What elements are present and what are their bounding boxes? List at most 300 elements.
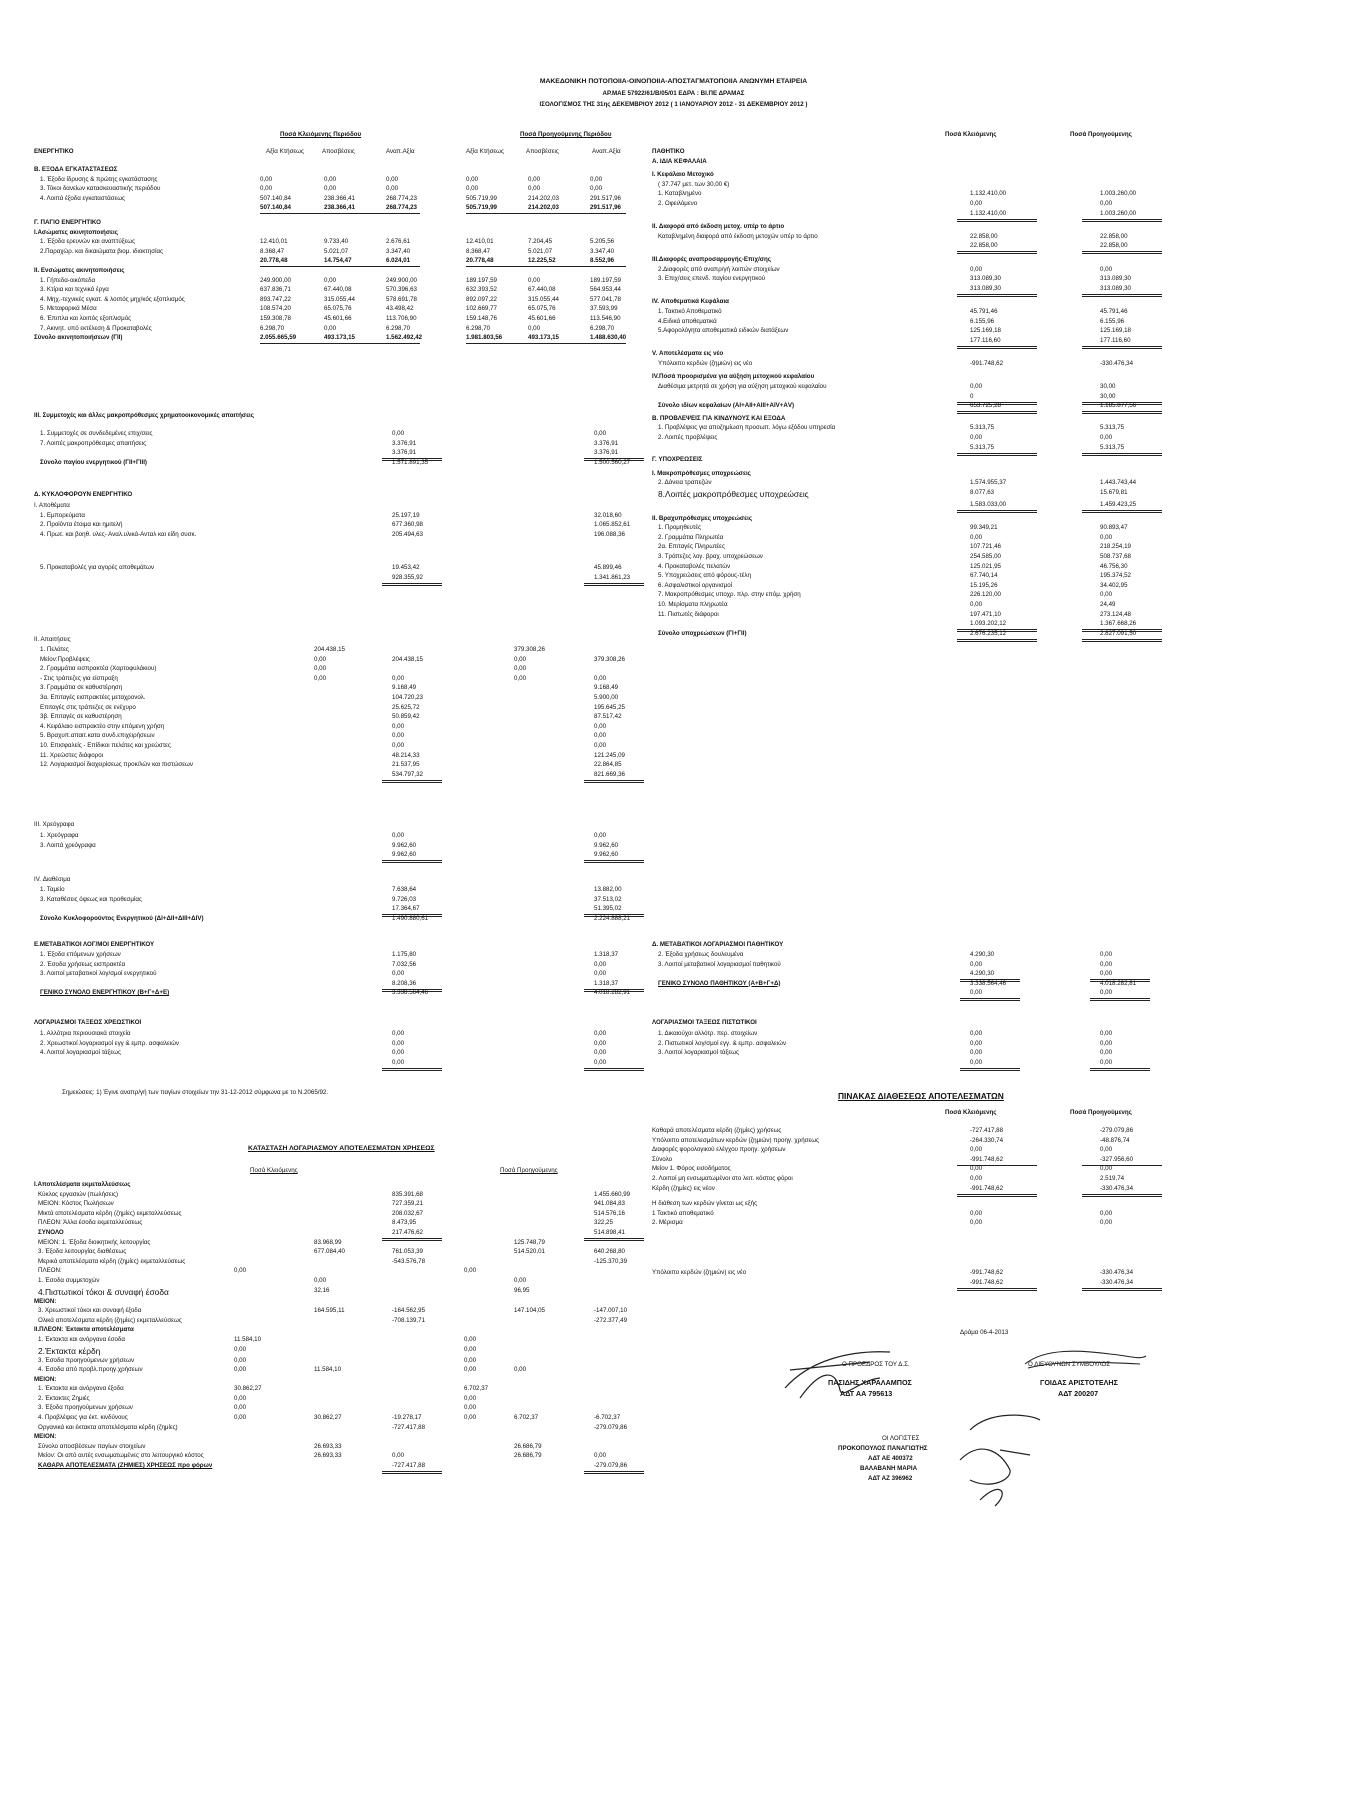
liability-row: [652, 299, 1142, 309]
row-value-b: 204.438,15: [392, 655, 423, 663]
row-label: ΓΕΝΙΚΟ ΣΥΝΟΛΟ ΕΝΕΡΓΗΤΙΚΟΥ (Β+Γ+Δ+Ε): [40, 989, 170, 997]
table-row: [652, 1060, 1142, 1070]
row-label: 3. Επιχ/σεις επενδ. παγίου ενεργητικού: [658, 275, 766, 283]
income-table: [34, 1182, 724, 1473]
row-value-prev: -330.476,34: [1100, 1278, 1134, 1286]
row-label: Β. ΠΡΟΒΛΕΨΕΙΣ ΓΙΑ ΚΙΝΔΥΝΟΥΣ ΚΑΙ ΕΞΟΔΑ: [652, 414, 786, 422]
liability-row: [652, 384, 1142, 394]
accountant2-id: ΑΔΤ ΑΖ 396962: [868, 1475, 913, 1482]
row-value: -727.417,88: [970, 1127, 1004, 1134]
row-label: 5.Αφορολόγητα αποθεματικά ειδικών διατάξεων: [658, 327, 789, 335]
row-value: 0,00: [464, 1404, 477, 1412]
rule-line: [957, 294, 1037, 297]
row-value-prev: 1.065.852,61: [594, 521, 631, 529]
accountant1-name: ΠΡΟΚΟΠΟΥΛΟΣ ΠΑΝΑΓΙΩΤΗΣ: [838, 1445, 928, 1452]
row-value: -147.007,10: [594, 1307, 628, 1315]
row-value: 1.574.955,37: [970, 479, 1007, 487]
row-value-prev: 6.155,96: [1100, 317, 1125, 325]
transitory-assets-title: Ε.ΜΕΤΑΒΑΤΙΚΟΙ ΛΟΓ/ΜΟΙ ΕΝΕΡΓΗΤΙΚΟΥ: [34, 941, 155, 948]
row-label: 1. Ταμείο: [40, 886, 65, 893]
row-value: 0,00: [464, 1414, 477, 1422]
row-value-prev: 30,00: [1100, 392, 1116, 400]
row-value: 315.055,44: [528, 295, 559, 303]
row-value-prev: 1.318,37: [594, 951, 619, 958]
row-value-prev: 2.224.888,21: [594, 914, 631, 922]
director-signature: [1020, 1346, 1150, 1376]
row-value: 4.290,30: [970, 951, 995, 958]
row-value: 3.347,40: [590, 247, 615, 255]
row-value: 0,00: [464, 1267, 477, 1275]
row-label: ΜΕΙΟΝ: Κόστος Πωλήσεων: [38, 1200, 114, 1208]
appropriation-row: [652, 1201, 1142, 1211]
company-name: ΜΑΚΕΔΟΝΙΚΗ ΠΟΤΟΠΟΙΙΑ-ΟΙΝΟΠΟΙΙΑ-ΑΠΟΣΤΑΓΜΑΤΟΠΟΙΙΑ ΑΝΩΝΥΜΗ ΕΤΑΙΡΕΙΑ: [539, 78, 808, 85]
row-value-prev: 90.893,47: [1100, 524, 1128, 532]
rule-line: [584, 583, 644, 586]
income-row: [34, 1347, 724, 1358]
president-signature: [780, 1340, 900, 1410]
row-value: 147.104,05: [514, 1307, 545, 1315]
income-row: [34, 1259, 724, 1269]
receivable-row: [34, 772, 724, 782]
row-value-prev: 0,00: [1100, 1165, 1113, 1173]
row-value: -19.278,17: [392, 1414, 422, 1422]
row-label: Υπόλοιπο αποτελεσμάτων κερδών (ζημιών) προηγ. χρήσεως: [652, 1136, 820, 1144]
row-label: 5. Υποχρεώσεις από φόρους-τέλη: [658, 572, 751, 580]
row-value: 1.093.202,12: [970, 620, 1007, 628]
row-label: ΜΕΙΟΝ: 1. Έξοδα διοικητικής λειτουργίας: [38, 1238, 151, 1246]
row-value: -991.748,62: [970, 1268, 1004, 1276]
row-label: Σύνολο αποσβέσεων παγίων στοιχείων: [38, 1442, 146, 1450]
liability-row: [652, 471, 1142, 481]
row-value: -125.370,39: [594, 1257, 628, 1265]
rule-line: [1082, 251, 1162, 254]
liability-row: [652, 403, 1142, 413]
row-value: 12.225,52: [528, 257, 556, 265]
rule-line: [960, 1068, 1020, 1071]
appropriation-title: ΠΙΝΑΚΑΣ ΔΙΑΘΕΣΕΩΣ ΑΠΟΤΕΛΕΣΜΑΤΩΝ: [838, 1091, 1004, 1101]
row-label: Μερικά αποτελέσματα κέρδη (ζημίες) εκμεταλλεύσεως: [38, 1257, 186, 1265]
liability-row: [652, 159, 1142, 169]
row-value-prev: 46.756,30: [1100, 562, 1128, 570]
row-value-b: 0,00: [392, 722, 405, 730]
row-value-prev: 0,00: [594, 970, 607, 978]
table-row: [34, 952, 724, 962]
row-value-prev: -327.956,60: [1100, 1155, 1134, 1163]
liability-row: [652, 201, 1142, 211]
row-label: 2. Έσοδα χρήσεως εισπρακτέα: [40, 960, 126, 968]
row-value-prev: 0,00: [1100, 960, 1113, 968]
row-value: 26.686,79: [514, 1452, 542, 1460]
asset-row: [34, 258, 724, 268]
income-row: [34, 1386, 724, 1396]
row-value: 8.368,47: [466, 247, 491, 255]
row-label: 4.Ειδικά αποθεματικά: [658, 317, 717, 325]
table-row: [34, 441, 724, 451]
row-label: 3α. Επιταγές εισπρακτέες μεταχρονολ.: [40, 693, 146, 701]
row-value-prev: 508.737,68: [1100, 552, 1131, 560]
row-value: 30.862,27: [234, 1385, 262, 1393]
row-value: 125.021,95: [970, 562, 1001, 570]
row-label: ΣΥΝΟΛΟ: [38, 1228, 64, 1236]
row-value-prev-b: 22.864,85: [594, 761, 622, 769]
row-label: 4. Προβλέψεις για έκτ. κινδύνους: [38, 1414, 128, 1422]
row-value: 65.075,76: [324, 305, 352, 313]
row-label: 1. Γήπεδα-οικόπεδα: [40, 276, 96, 284]
table-row: [34, 1050, 724, 1060]
row-value: 0,00: [970, 199, 983, 207]
row-value: 677.360,98: [392, 521, 423, 529]
participations-table: [34, 431, 724, 469]
row-label: Γ. ΠΑΓΙΟ ΕΝΕΡΓΗΤΙΚΟ: [34, 218, 101, 226]
row-value: 0,00: [528, 276, 541, 284]
row-value: 1.488.630,40: [590, 334, 627, 342]
row-value: 19.453,42: [392, 564, 420, 572]
row-value: 7.638,64: [392, 886, 417, 893]
table-row: [34, 843, 724, 853]
row-label: Κέρδη (ζημίες) εις νέον: [652, 1184, 715, 1192]
accountant-signature: [940, 1410, 1050, 1510]
row-value: 268.774,23: [386, 204, 417, 212]
row-value: 26.686,79: [514, 1442, 542, 1450]
row-label: II. Διαφορά από έκδοση μετοχ. υπέρ το άρτιο: [652, 223, 785, 231]
liability-row: [652, 338, 1142, 348]
row-value: 0,00: [386, 175, 399, 183]
row-value-prev: -48.876,74: [1100, 1136, 1130, 1144]
row-value: 322,25: [594, 1219, 613, 1227]
row-value: 1.562.492,42: [386, 334, 423, 342]
row-label: 4. Λοιπά έξοδα εγκαταστάσεως: [40, 194, 126, 202]
row-value-prev: 1.443.743,44: [1100, 479, 1137, 487]
row-value: 291.517,96: [590, 204, 621, 212]
row-value-prev: 0,00: [1100, 199, 1113, 207]
row-value: 214.202,03: [528, 194, 559, 202]
memo-credit-table: [652, 1031, 1142, 1069]
row-label: 3. Έξοδα προηγούμενων χρήσεων: [38, 1404, 133, 1412]
row-value-prev: 0,00: [1100, 1219, 1113, 1227]
assets-col-current: Ποσά Κλειόμενης Περιόδου: [280, 131, 362, 138]
rule-line: [1090, 998, 1150, 1001]
row-label: Καθαρά αποτελέσματα κέρδη (ζημίες) χρήσεως: [652, 1127, 782, 1134]
row-value-prev: 195.374,52: [1100, 572, 1131, 580]
rule-line: [957, 639, 1037, 642]
row-label: 1. Συμμετοχές σε συνδεδεμένες επιχ/σεις: [40, 430, 153, 437]
row-label: 3. Έξοδα λειτουργίας διαθέσεως: [38, 1248, 127, 1256]
income-row: [34, 1425, 724, 1435]
transitory-liabilities-table: [652, 952, 1142, 1000]
memo-debit-table: [34, 1031, 724, 1069]
row-label: ΜΕΙΟΝ:: [34, 1297, 57, 1305]
row-label: Οργανικά και έκτακτα αποτελέσματα κέρδη (ζημίες): [38, 1423, 178, 1431]
securities-table: [34, 833, 724, 862]
liability-row: [652, 309, 1142, 319]
row-label: Μείον: Οι από αυτές ενσωματωμένες στο λειτουργικό κόστος: [38, 1452, 204, 1460]
row-value-prev: 0,00: [594, 832, 607, 839]
income-row: [34, 1268, 724, 1278]
inventory-row: [34, 532, 724, 542]
row-label: ΜΕΙΟΝ:: [34, 1433, 57, 1441]
rule-line: [957, 251, 1037, 254]
rule-line: [466, 343, 626, 344]
row-value-prev: 1.003.260,00: [1100, 190, 1137, 198]
row-label: 3β. Επιταγές σε καθυστέρηση: [40, 713, 122, 721]
row-value: 26.693,33: [314, 1442, 342, 1450]
row-value: 0,00: [466, 175, 479, 183]
inventory-row: [34, 575, 724, 585]
row-value-prev: 0,00: [1100, 591, 1113, 599]
liability-row: [652, 602, 1142, 612]
row-label: 1. Τακτικό Αποθεματικό: [658, 307, 722, 315]
row-label: 1. Έσοδα συμμετοχών: [38, 1276, 100, 1284]
receivable-row: [34, 676, 724, 686]
liabilities-col-prev: Ποσά Προηγούμενης: [1070, 131, 1132, 138]
table-row: [652, 981, 1142, 991]
row-value: 8.473,95: [392, 1219, 417, 1227]
row-value-prev: 1.318,37: [594, 979, 619, 987]
table-row: [34, 990, 724, 1000]
president-name: ΠΑΣΙΔΗΣ ΧΑΡΑΛΑΜΠΟΣ: [828, 1378, 912, 1387]
row-value: 0,00: [466, 185, 479, 193]
row-value: 1.583.033,00: [970, 501, 1007, 508]
transitory-assets-table: [34, 952, 724, 1000]
notes: Σημειώσεις: 1) Έγινε αναπρ/γή των παγίων στοιχείων την 31-12-2012 σύμφωνα με το Ν.2065/92.: [62, 1089, 329, 1096]
row-value: 15.195,26: [970, 581, 998, 589]
row-label: 1. Έξοδα ίδρυσης & πρώτης εγκατάστασης: [40, 175, 158, 183]
row-label: II. Ενσώματες ακινητοποιήσεις: [34, 266, 125, 274]
row-value: 0,00: [324, 276, 337, 284]
row-value: 2.055.665,59: [260, 334, 297, 342]
row-value: 5.021,07: [528, 247, 553, 255]
director-title: Ο ΔΙΕΥΘΥΝΩΝ ΣΥΜΒΟΥΛΟΣ: [1028, 1361, 1111, 1368]
row-label: 2. Οφειλόμενο: [658, 199, 698, 207]
row-value-b: 0,00: [392, 741, 405, 749]
row-value-b: 48.214,33: [392, 751, 420, 759]
row-label: 3. Λοιπά χρεόγραφα: [40, 841, 96, 849]
row-value: 3.347,40: [386, 247, 411, 255]
table-row: [34, 460, 724, 470]
row-value: 727.359,21: [392, 1200, 423, 1208]
row-value-prev: -279.079,86: [1100, 1127, 1134, 1134]
row-value: 205.494,63: [392, 530, 423, 538]
row-value-prev: 2.519,74: [1100, 1174, 1125, 1182]
row-label: 1. Έξοδα επόμενων χρήσεων: [40, 951, 121, 958]
rule-line: [1082, 453, 1162, 456]
row-value: 0,00: [970, 533, 983, 541]
row-value-prev: 45.791,46: [1100, 307, 1128, 315]
row-label: 2.Διαφορές από αναπρ/γή λοιπών στοιχείων: [658, 265, 780, 273]
row-value: -727.417,88: [392, 1462, 426, 1470]
income-row: [34, 1288, 724, 1299]
row-value: -727.417,88: [392, 1423, 426, 1431]
rule-line: [1082, 1194, 1162, 1197]
row-value-prev: 0,00: [1100, 989, 1113, 997]
row-label: 10. Μερίσματα πληρωτέα: [658, 600, 728, 608]
row-value: 941.084,83: [594, 1200, 625, 1208]
row-value: 564.953,44: [590, 286, 621, 294]
row-value: 67.440,08: [324, 286, 352, 294]
row-value: 1.132.410,00: [970, 190, 1007, 198]
row-value: 249.900,00: [386, 276, 417, 284]
row-value: 637.836,71: [260, 286, 291, 294]
row-value-prev: 15.679,81: [1100, 489, 1128, 496]
row-value-prev: 4.018.282,91: [594, 989, 631, 997]
president-title: Ο ΠΡΟΕΔΡΟΣ ΤΟΥ Δ.Σ.: [842, 1361, 910, 1368]
row-label: 1. Πελάτες: [40, 646, 69, 653]
registration-line: ΑΡ.ΜΑΕ 57922/61/Β/05/01 ΕΔΡΑ : ΒΙ.ΠΕ ΔΡΑΜΑΣ: [602, 90, 745, 97]
row-value-a: 0,00: [314, 665, 327, 673]
rule-line: [1090, 1068, 1150, 1071]
row-value: 0,00: [970, 1165, 983, 1173]
row-label: Σύνολο ιδίων κεφαλαίων (ΑΙ+ΑΙΙ+ΑΙΙΙ+ΑΙV+ΑV): [658, 402, 795, 410]
row-value-prev: 51.395,02: [594, 905, 622, 913]
participations-title: ΙΙΙ. Συμμετοχές και άλλες μακροπρόθεσμες χρηματοοικονομικές απαιτήσεις: [34, 412, 254, 419]
row-value-b: 534.797,32: [392, 770, 423, 778]
row-value: 17.364,67: [392, 905, 420, 913]
row-value: 0,00: [324, 185, 337, 193]
row-label: Β. ΕΞΟΔΑ ΕΓΚΑΤΑΣΤΑΣΕΩΣ: [34, 166, 118, 173]
rule-line: [957, 453, 1037, 456]
row-value-b: 0,00: [392, 732, 405, 740]
row-value: 83.968,99: [314, 1238, 342, 1246]
row-value: 5.313,75: [970, 443, 995, 451]
row-value: 0,00: [594, 1452, 607, 1460]
appropriation-row: [652, 1176, 1142, 1186]
row-value: 8.208,36: [392, 979, 417, 987]
row-value: -991.748,62: [970, 1184, 1004, 1192]
row-value: 0,00: [970, 383, 983, 391]
rule-line: [1082, 346, 1162, 349]
row-value: -991.748,62: [970, 359, 1004, 367]
row-value: 238.366,41: [324, 204, 355, 212]
appropriation-row: [652, 1220, 1142, 1230]
income-row: [34, 1396, 724, 1406]
row-value-prev: 13.882,00: [594, 886, 622, 893]
row-label: 1. Καταβλημένο: [658, 190, 702, 198]
table-row: [34, 1041, 724, 1051]
row-value: 640.268,80: [594, 1248, 625, 1256]
row-label: 6. Έπιπλα και λοιπός εξοπλισμός: [40, 314, 132, 322]
row-label: ΠΑΘΗΤΙΚΟ: [652, 148, 685, 155]
row-value: 493.173,15: [324, 334, 355, 342]
row-value-prev-b: 195.645,25: [594, 703, 625, 711]
row-label: ΠΛΕΟΝ:: [38, 1267, 62, 1275]
row-label: 3. Καταθέσεις όψεως και προθεσμίας: [40, 895, 142, 903]
asset-row: [34, 297, 724, 307]
row-value-prev: 2.827.091,50: [1100, 629, 1137, 637]
row-value: 214.202,03: [528, 204, 559, 212]
row-value-prev: 1.341.861,23: [594, 573, 631, 581]
row-value-b: 21.537,95: [392, 761, 420, 769]
liability-row: [652, 149, 1142, 159]
row-value: 159.308,78: [260, 314, 291, 322]
row-value: 3.338.564,46: [392, 989, 429, 997]
row-label: 4. Προκαταβολές πελατών: [658, 562, 731, 570]
row-value-prev: 1.367.668,26: [1100, 620, 1137, 628]
rule-line: [1082, 294, 1162, 297]
row-value-prev-b: 379.308,26: [594, 655, 625, 663]
income-row: [34, 1463, 724, 1473]
row-value-prev: 32.018,60: [594, 511, 622, 519]
row-value: 514.576,16: [594, 1209, 625, 1217]
subheader-net: Αναπ.Αξία: [386, 148, 415, 155]
row-value: 32,16: [314, 1286, 330, 1294]
row-label: ( 37.747 μετ. των 30,00 €): [658, 180, 730, 188]
row-label: 2. Λοιποί μη ενσωματωμένοι στο λειτ. κόστος φόροι: [652, 1174, 793, 1182]
row-value: 0,00: [234, 1414, 247, 1422]
row-label: Σύνολο ακινητοποιήσεων (ΓΙΙ): [34, 334, 123, 342]
row-value: 3.376,91: [392, 449, 417, 457]
row-label: Καταβλημένη διαφορά από έκδοση μετοχών υπέρ το άρτιο: [658, 232, 818, 240]
row-value-prev-a: 0,00: [514, 655, 527, 663]
income-row: [34, 1337, 724, 1347]
row-value: 0,00: [970, 960, 983, 968]
row-value: 8.077,63: [970, 489, 995, 496]
row-value-prev: 313.089,30: [1100, 284, 1131, 292]
appropriation-col-current: Ποσά Κλειόμενης: [945, 1109, 997, 1116]
row-value: 125.748,79: [514, 1238, 545, 1246]
row-value: 507.140,84: [260, 194, 291, 202]
rule-line: [382, 1471, 442, 1474]
row-value-prev-b: 121.245,09: [594, 751, 625, 759]
row-value-prev-a: 0,00: [514, 665, 527, 673]
row-value: 113.546,90: [590, 314, 621, 322]
row-value-prev: 218.254,19: [1100, 543, 1131, 551]
row-label: 8.Λοιπές μακροπρόθεσμες υποχρεώσεις: [658, 489, 809, 499]
row-value: 0,00: [528, 324, 541, 332]
assets-subheaders: [34, 149, 724, 159]
row-value: 4.290,30: [970, 970, 995, 978]
row-value: 835.391,68: [392, 1190, 423, 1198]
row-value-prev: 313.089,30: [1100, 275, 1131, 283]
asset-row: [34, 220, 724, 230]
row-value: 677.084,40: [314, 1248, 345, 1256]
row-value: -543.576,78: [392, 1257, 426, 1265]
liability-row: [652, 425, 1142, 435]
row-value: 0,00: [970, 1058, 983, 1066]
table-row: [34, 916, 724, 926]
row-value: 0,00: [234, 1356, 247, 1364]
row-value-prev: -330.476,34: [1100, 1268, 1134, 1276]
row-value: 20.778,48: [260, 257, 288, 265]
row-value: 0,00: [528, 185, 541, 193]
appropriation-col-prev: Ποσά Προηγούμενης: [1070, 1109, 1132, 1116]
row-value-prev: 1.500.560,27: [594, 458, 631, 466]
row-label: Ι. Αποθέματα: [34, 502, 70, 509]
row-label: 2.Παραχώρ. και δικαιώματα βιομ. ιδιοκτησίας: [40, 247, 164, 255]
row-label: Μικτά αποτελέσματα κέρδη (ζημίες) εκμεταλλεύσεως: [38, 1209, 182, 1217]
row-value: -272.377,49: [594, 1316, 628, 1324]
rule-line: [957, 346, 1037, 349]
row-value: 0,00: [464, 1356, 477, 1364]
row-value: 313.089,30: [970, 275, 1001, 283]
row-value: 0,00: [464, 1345, 477, 1353]
row-value: -991.748,62: [970, 1278, 1004, 1286]
rule-line: [1082, 219, 1162, 222]
row-label: 2. Έκτακτες Ζημιές: [38, 1394, 90, 1402]
row-value: 653.725,28: [970, 402, 1001, 410]
row-value: 0,00: [970, 1209, 983, 1217]
rule-line: [260, 213, 420, 214]
row-value: 22.858,00: [970, 232, 998, 240]
row-value: 8.368,47: [260, 247, 285, 255]
rule-line: [382, 780, 442, 783]
row-value: 99.349,21: [970, 524, 998, 532]
row-value-prev-b: 0,00: [594, 722, 607, 730]
cash-table: [34, 887, 724, 925]
row-label: II. Βραχυπρόθεσμες υποχρεώσεις: [652, 514, 753, 522]
liability-row: [652, 457, 1142, 467]
row-value: 0,00: [392, 832, 405, 839]
row-value: 0,00: [464, 1394, 477, 1402]
